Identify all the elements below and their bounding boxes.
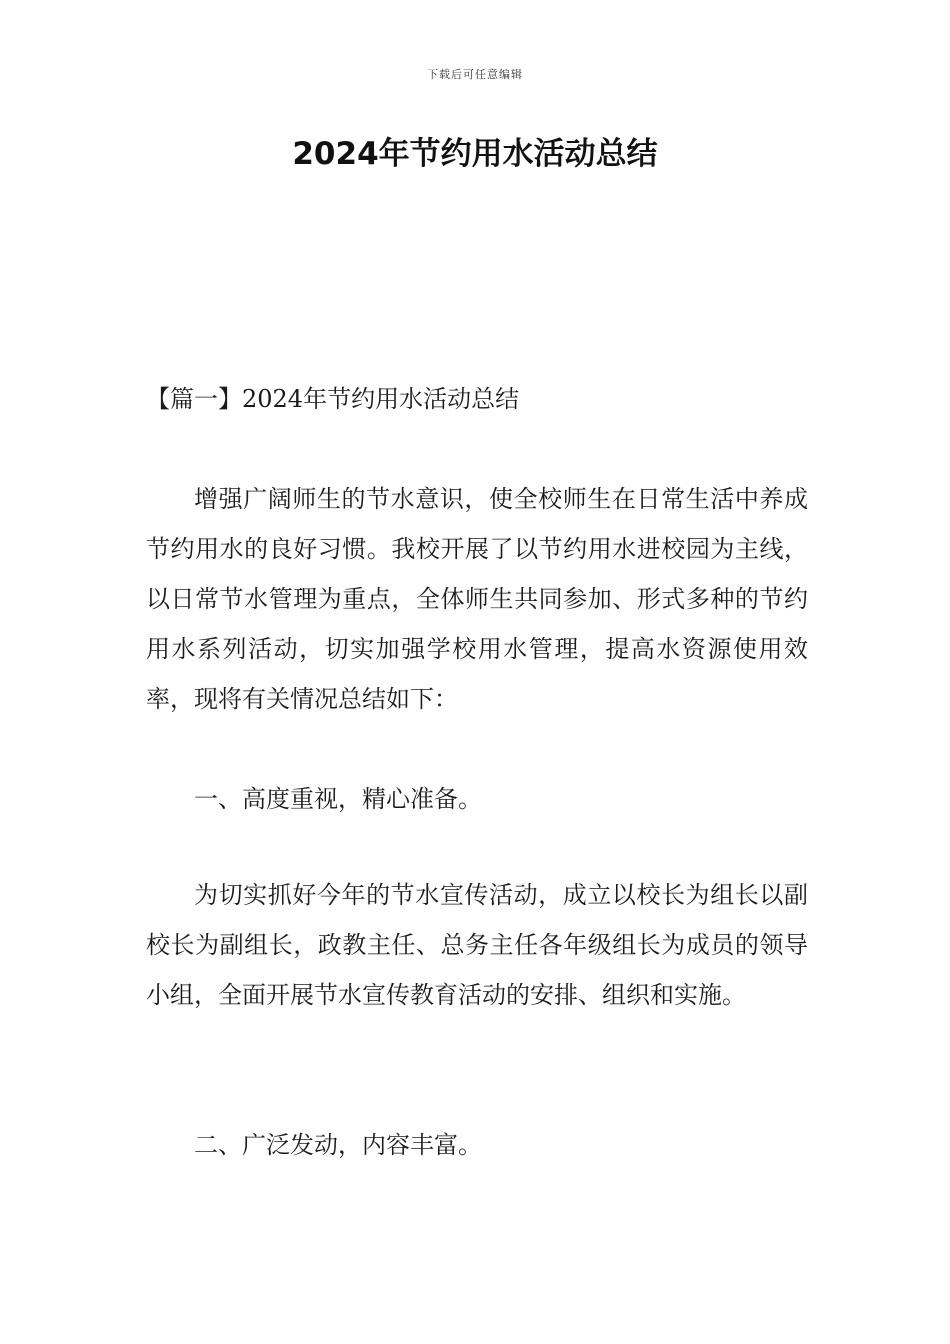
document-title: 2024年节约用水活动总结 [292, 136, 658, 172]
paragraph-organization: 为切实抓好今年的节水宣传活动，成立以校长为组长以副校长为副组长，政教主任、总务主任各年级组长为成员的领导小组，全面开展节水宣传教育活动的安排、组织和实施。 [146, 881, 808, 1009]
heading-one: 一、高度重视，精心准备。 [194, 785, 482, 813]
paragraph-intro: 增强广阔师生的节水意识，使全校师生在日常生活中养成节约用水的良好习惯。我校开展了以节约用水进校园为主线，以日常节水管理为重点，全体师生共同参加、形式多种的节约用水系列活动，切实加强学校用水管理，提高水资源使用效率，现将有关情况总结如下： [146, 485, 808, 713]
section-label: 【篇一】2024年节约用水活动总结 [146, 385, 520, 413]
page-header-note: 下载后可任意编辑 [427, 68, 523, 81]
heading-two: 二、广泛发动，内容丰富。 [194, 1131, 482, 1159]
